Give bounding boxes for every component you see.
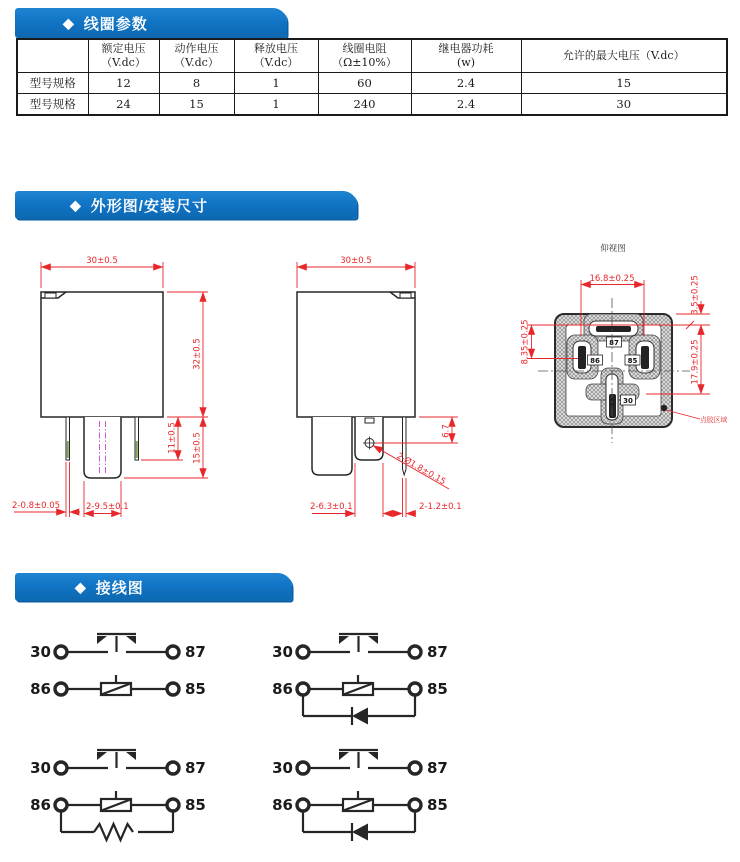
terminal-label-87: 87 — [185, 759, 206, 777]
cell: 240 — [318, 94, 411, 116]
dim-label-pin-span-h: 16.8±0.25 — [589, 274, 635, 284]
pin-30-pad — [609, 394, 616, 418]
pin-86-pad — [578, 346, 586, 369]
outline-drawings — [0, 230, 740, 560]
terminal-86 — [297, 799, 309, 811]
view-label: 仰视图 — [600, 244, 626, 254]
resistor-branch — [61, 811, 173, 840]
dim-label-side-width: 30±0.5 — [340, 256, 372, 266]
col-header-coil-resistance: 线圈电阻 （Ω±10%） — [318, 39, 411, 73]
switch-contact-symbol — [339, 750, 378, 768]
terminal-86 — [55, 683, 67, 695]
side-view-drawing — [297, 256, 462, 517]
terminal-30 — [55, 762, 67, 774]
terminal-label-85: 85 — [427, 680, 448, 698]
terminal-label-87: 87 — [427, 759, 448, 777]
switch-contact-symbol — [339, 634, 378, 652]
dim-label-pin-short: 11±0.5 — [167, 422, 178, 454]
cell: 2.4 — [411, 94, 521, 116]
col-header-max-voltage: 允许的最大电压（V.dc） — [521, 39, 727, 73]
dim-label-side-pin-width: 2-6.3±0.1 — [310, 502, 353, 512]
wiring-diagram-3 — [13, 728, 248, 853]
cell: 1 — [234, 94, 318, 116]
col-header-power-consumption: 继电器功耗 (w) — [411, 39, 521, 73]
wiring-diagram-schematic — [13, 728, 248, 853]
section-banner-coil-params — [15, 8, 287, 38]
glue-area-label: 点胶区域 — [700, 416, 728, 424]
cell: 15 — [159, 94, 234, 116]
terminal-label-30: 30 — [272, 643, 293, 661]
terminal-87 — [409, 646, 421, 658]
terminal-30 — [55, 646, 67, 658]
wiring-diagram-1 — [13, 612, 248, 737]
dim-label-pin-span-v: 17.9±0.25 — [690, 339, 701, 385]
wiring-diagram-4 — [255, 728, 490, 853]
terminal-label-87: 87 — [185, 643, 206, 661]
switch-contact-symbol — [97, 634, 136, 652]
row-label-model-spec: 型号规格 — [17, 94, 88, 116]
dim-label-pin-offset-v: 8.35±0.25 — [520, 319, 531, 365]
section-banner-outline — [15, 191, 357, 219]
terminal-label-30: 30 — [272, 759, 293, 777]
terminal-label-86: 86 — [30, 680, 51, 698]
terminal-86 — [55, 799, 67, 811]
pin-label-85: 85 — [627, 357, 638, 365]
section-title-wiring: 接线图 — [95, 579, 144, 597]
section-title-coil-params: 线圈参数 — [83, 15, 148, 33]
col-header-rated-voltage: 额定电压 （V.dc） — [88, 39, 159, 73]
cell: 30 — [521, 94, 727, 116]
terminal-label-30: 30 — [30, 759, 51, 777]
terminal-87 — [167, 762, 179, 774]
dim-label-pin-long: 15±0.5 — [192, 432, 203, 464]
row-label-model-spec: 型号规格 — [17, 73, 88, 94]
cell: 8 — [159, 73, 234, 94]
terminal-label-30: 30 — [30, 643, 51, 661]
diode-symbol — [352, 824, 368, 841]
col-header-operate-voltage: 动作电压 （V.dc） — [159, 39, 234, 73]
wiring-diagram-schematic — [13, 612, 248, 737]
coil-symbol — [343, 791, 373, 811]
pin-85-pad — [641, 346, 649, 369]
terminal-label-85: 85 — [185, 680, 206, 698]
terminal-label-86: 86 — [30, 796, 51, 814]
terminal-30 — [297, 646, 309, 658]
dim-label-pin-width: 2-9.5±0.1 — [86, 502, 129, 512]
coil-parameters-table — [16, 38, 728, 116]
pin-87-pad — [596, 326, 631, 332]
terminal-87 — [409, 762, 421, 774]
terminal-30 — [297, 762, 309, 774]
cell: 15 — [521, 73, 727, 94]
table-row — [17, 73, 727, 94]
front-view-drawing — [12, 256, 208, 517]
terminal-85 — [409, 683, 421, 695]
cell: 12 — [88, 73, 159, 94]
dim-label-edge-offset: 3.5±0.25 — [690, 275, 701, 315]
cell: 1 — [234, 73, 318, 94]
dim-label-front-width: 30±0.5 — [86, 256, 118, 266]
pin-label-87: 87 — [609, 339, 619, 347]
cell: 2.4 — [411, 73, 521, 94]
diamond-icon: ◆ — [70, 196, 82, 213]
section-title-outline: 外形图/安装尺寸 — [90, 197, 208, 215]
terminal-85 — [167, 799, 179, 811]
diode-branch — [303, 811, 415, 841]
wiring-diagram-schematic — [255, 728, 490, 853]
terminal-label-86: 86 — [272, 796, 293, 814]
pin-label-86: 86 — [590, 357, 600, 365]
coil-symbol — [343, 675, 373, 695]
dim-label-hole-offset: 6.7 — [441, 424, 452, 438]
table-row — [17, 94, 727, 116]
terminal-label-87: 87 — [427, 643, 448, 661]
section-banner-wiring — [15, 573, 292, 601]
resistor-symbol — [94, 824, 133, 840]
cell: 60 — [318, 73, 411, 94]
terminal-87 — [167, 646, 179, 658]
dim-label-hole-diameter: 2-Ø1.8±0.15 — [394, 451, 448, 488]
terminal-85 — [167, 683, 179, 695]
cell: 24 — [88, 94, 159, 116]
bottom-view-drawing — [521, 243, 728, 443]
pin-label-30: 30 — [623, 397, 633, 405]
coil-symbol — [101, 675, 131, 695]
terminal-label-85: 85 — [427, 796, 448, 814]
col-header-release-voltage: 释放电压 （V.dc） — [234, 39, 318, 73]
terminal-label-86: 86 — [272, 680, 293, 698]
table-header-row — [17, 39, 727, 73]
terminal-86 — [297, 683, 309, 695]
switch-contact-symbol — [97, 750, 136, 768]
terminal-label-85: 85 — [185, 796, 206, 814]
wiring-diagram-schematic — [255, 612, 490, 737]
corner-cell — [17, 39, 88, 73]
diode-branch — [303, 695, 415, 725]
diamond-icon: ◆ — [75, 578, 87, 595]
diode-symbol — [352, 708, 368, 725]
dim-label-side-pin-thickness: 2-1.2±0.1 — [419, 502, 462, 512]
diamond-icon: ◆ — [63, 14, 75, 31]
terminal-85 — [409, 799, 421, 811]
coil-symbol — [101, 791, 131, 811]
dim-label-front-height: 32±0.5 — [192, 338, 203, 370]
dim-label-pin-thickness: 2-0.8±0.05 — [12, 501, 61, 511]
wiring-diagram-2 — [255, 612, 490, 737]
